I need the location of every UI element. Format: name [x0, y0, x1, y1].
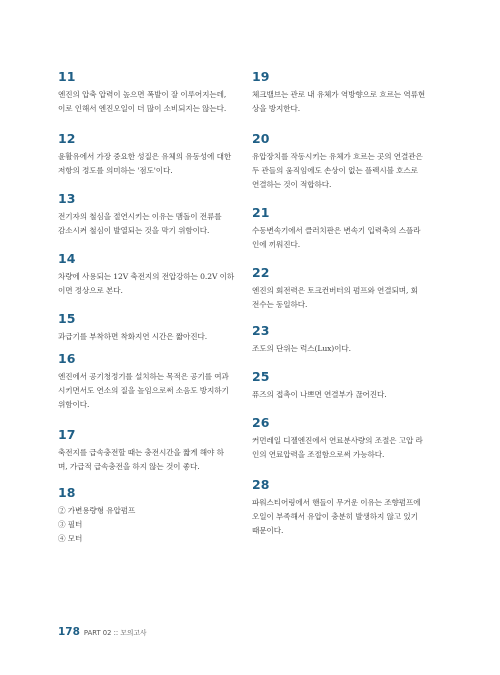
explanation-text [58, 150, 240, 178]
explanation-line: 조도의 단위는 럭스(Lux)이다. [252, 344, 351, 353]
question-item [252, 478, 434, 538]
page-footer [58, 620, 147, 639]
explanation-line: 며, 가급적 급속충전을 하지 않는 것이 좋다. [58, 462, 200, 471]
explanation-text [252, 224, 434, 252]
question-item [252, 132, 434, 192]
explanation-line: 이로 인해서 엔진오일이 더 많이 소비되지는 않는다. [58, 104, 227, 113]
explanation-line: 인에 끼워진다. [252, 240, 301, 249]
explanation-line: 저항의 정도를 의미하는 '점도'이다. [58, 166, 173, 175]
explanation-line: 윤활유에서 가장 중요한 성질은 유체의 유동성에 대한 [58, 152, 232, 161]
explanation-line: ④ 모터 [58, 534, 83, 543]
explanation-line: 감소시켜 철심이 발열되는 것을 막기 위함이다. [58, 226, 210, 235]
explanation-line: 연결하는 것이 적합하다. [252, 180, 332, 189]
question-number: 11 [58, 69, 76, 84]
explanation-line: 위함이다. [58, 400, 90, 409]
explanation-text [252, 342, 434, 356]
question-number: 26 [252, 415, 270, 430]
explanation-text [58, 270, 240, 298]
question-item [58, 132, 240, 178]
question-number: 19 [252, 69, 270, 84]
explanation-line: 상을 방지한다. [252, 104, 301, 113]
question-number: 22 [252, 265, 270, 280]
explanation-line: 때문이다. [252, 526, 284, 535]
explanation-line: 엔진에서 공기청정기를 설치하는 목적은 공기를 여과 [58, 372, 229, 381]
explanation-text [252, 88, 434, 116]
question-number: 20 [252, 131, 270, 146]
explanation-text [58, 330, 240, 344]
question-number: 28 [252, 477, 270, 492]
question-item [58, 486, 240, 546]
page-number: 178 [58, 626, 80, 638]
explanation-line: 축전지를 급속충전할 때는 충전시간을 짧게 해야 하 [58, 448, 224, 457]
explanation-line: 엔진의 회전력은 토크컨버터의 펌프와 연결되며, 회 [252, 286, 418, 295]
explanation-line: 엔진의 압축 압력이 높으면 폭발이 잘 이루어지는데, [58, 90, 227, 99]
explanation-text [252, 496, 434, 538]
explanation-line: 퓨즈의 접촉이 나쁘면 연결부가 끊어진다. [252, 390, 387, 399]
explanation-line: ② 가변용량형 유압펌프 [58, 506, 136, 515]
question-item [58, 428, 240, 474]
question-item [252, 416, 434, 462]
explanation-line: 파워스티어링에서 핸들이 무거운 이유는 조향펌프에 [252, 498, 421, 507]
question-number: 23 [252, 323, 270, 338]
explanation-text [252, 434, 434, 462]
question-number: 14 [58, 251, 76, 266]
question-item [252, 370, 434, 402]
explanation-text [252, 388, 434, 402]
question-number: 25 [252, 369, 270, 384]
explanation-text [58, 446, 240, 474]
explanation-line: 체크밸브는 관로 내 유체가 역방향으로 흐르는 역류현 [252, 90, 426, 99]
explanation-line: 이면 정상으로 본다. [58, 286, 123, 295]
explanation-line: 시키면서도 연소의 질을 높임으로써 소음도 방지하기 [58, 386, 229, 395]
explanation-line: 전수는 동일하다. [252, 300, 308, 309]
explanation-text [58, 370, 240, 412]
explanation-line: 차량에 사용되는 12V 축전지의 전압강하는 0.2V 이하 [58, 272, 235, 281]
explanation-text [252, 284, 434, 312]
question-number: 17 [58, 427, 76, 442]
explanation-line: 커먼레일 디젤엔진에서 연료분사량의 조절은 고압 라 [252, 436, 423, 445]
question-item [58, 192, 240, 238]
explanation-line: 오일이 부족해서 유압이 충분히 발생하지 않고 있기 [252, 512, 418, 521]
explanation-line: 두 관들의 움직임에도 손상이 없는 플렉시블 호스로 [252, 166, 418, 175]
explanation-line: ③ 필터 [58, 520, 83, 529]
question-number: 15 [58, 311, 76, 326]
explanation-line: 과급기를 부착하면 착화지연 시간은 짧아진다. [58, 332, 208, 341]
explanation-line: 전기자의 철심을 절연시키는 이유는 맴돌이 전류를 [58, 212, 222, 221]
question-number: 13 [58, 191, 76, 206]
question-item [252, 266, 434, 312]
question-number: 21 [252, 205, 270, 220]
explanation-text [58, 504, 240, 546]
question-item [252, 324, 434, 356]
question-item [252, 206, 434, 252]
explanation-text [58, 210, 240, 238]
question-item [58, 312, 240, 344]
question-item [252, 70, 434, 116]
explanation-text [58, 88, 240, 116]
explanation-text [252, 150, 434, 192]
question-item [58, 352, 240, 412]
explanation-line: 유압장치를 작동시키는 유체가 흐르는 곳의 연결관은 [252, 152, 423, 161]
explanation-line: 인의 연료압력을 조절함으로써 가능하다. [252, 450, 385, 459]
part-label: PART 02 :: 모의고사 [83, 629, 147, 637]
question-number: 18 [58, 485, 76, 500]
question-number: 12 [58, 131, 76, 146]
question-item [58, 252, 240, 298]
explanation-line: 수동변속기에서 클러치판은 변속기 입력축의 스플라 [252, 226, 421, 235]
question-number: 16 [58, 351, 76, 366]
question-item [58, 70, 240, 116]
